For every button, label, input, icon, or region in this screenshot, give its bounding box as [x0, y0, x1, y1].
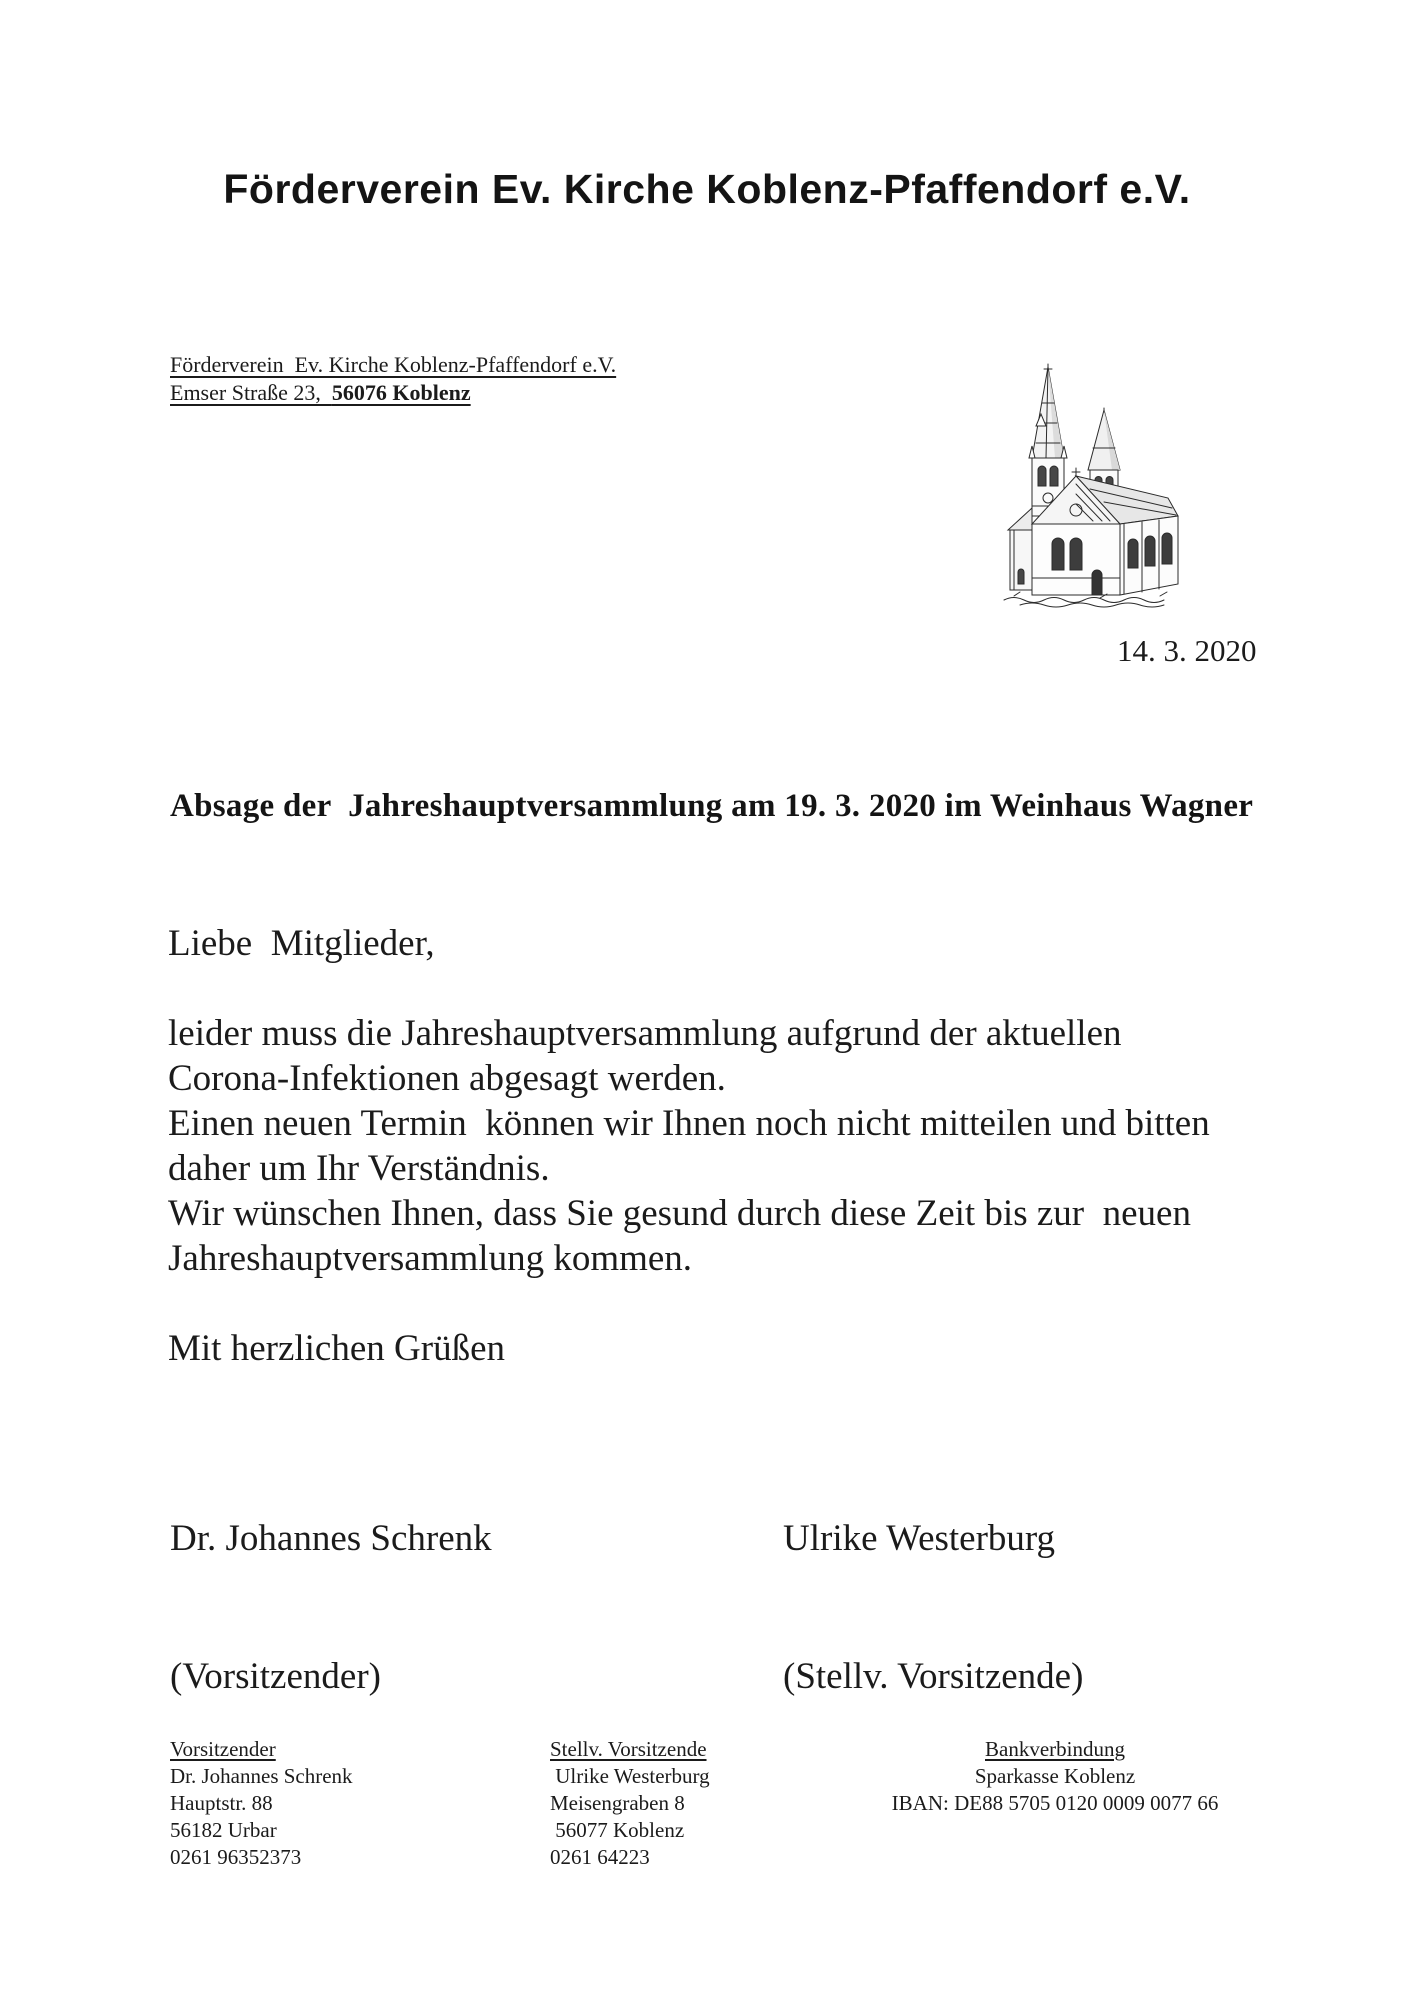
church-icon	[980, 358, 1185, 610]
footer-chairman	[170, 1736, 353, 1871]
footer-line: Ulrike Westerburg	[550, 1764, 710, 1788]
subject-line: Absage der Jahreshauptversammlung am 19. 3. 2020 im Weinhaus Wagner	[170, 788, 1254, 824]
signatory-name: Ulrike Westerburg	[783, 1518, 1056, 1559]
sender-street: Emser Straße 23,	[170, 380, 332, 405]
footer-line: Meisengraben 8	[550, 1791, 685, 1815]
footer-line: Hauptstr. 88	[170, 1791, 273, 1815]
footer-line: 0261 64223	[550, 1845, 650, 1869]
footer-bank-heading: Bankverbindung	[985, 1737, 1125, 1761]
footer-line: 56077 Koblenz	[550, 1818, 685, 1842]
body-line: daher um Ihr Verständnis.	[168, 1148, 550, 1189]
body-line: Corona-Infektionen abgesagt werden.	[168, 1058, 726, 1099]
signatory-role: (Vorsitzender)	[170, 1656, 381, 1697]
body-line: Jahreshauptversammlung kommen.	[168, 1238, 693, 1279]
body-line	[168, 966, 1293, 1011]
church-illustration	[980, 358, 1185, 610]
letter-body	[168, 921, 1293, 1371]
sender-line-2	[170, 379, 616, 407]
footer-line: 0261 96352373	[170, 1845, 302, 1869]
letter-date: 14. 3. 2020	[1117, 633, 1257, 668]
footer-bank	[852, 1736, 1258, 1817]
signatory-name: Dr. Johannes Schrenk	[170, 1518, 492, 1559]
footer-line: Sparkasse Koblenz	[974, 1764, 1136, 1788]
body-line: Wir wünschen Ihnen, dass Sie gesund durch diese Zeit bis zur neuen	[168, 1193, 1191, 1234]
footer-chairman-heading: Vorsitzender	[170, 1737, 276, 1761]
body-line: Liebe Mitglieder,	[168, 923, 435, 964]
sender-city: 56076 Koblenz	[331, 380, 471, 405]
footer-line: Dr. Johannes Schrenk	[170, 1764, 353, 1788]
letter-title: Förderverein Ev. Kirche Koblenz-Pfaffendorf e.V.	[223, 166, 1191, 212]
footer-deputy-heading: Stellv. Vorsitzende	[550, 1737, 707, 1761]
body-line: leider muss die Jahreshauptversammlung aufgrund der aktuellen	[168, 1013, 1122, 1054]
body-line	[168, 1281, 1293, 1326]
sender-address-block	[170, 351, 616, 407]
body-line: Mit herzlichen Grüßen	[168, 1328, 505, 1369]
footer-line: 56182 Urbar	[170, 1818, 277, 1842]
body-line: Einen neuen Termin können wir Ihnen noch nicht mitteilen und bitten	[168, 1103, 1210, 1144]
signatory-role: (Stellv. Vorsitzende)	[783, 1656, 1084, 1697]
sender-line-1: Förderverein Ev. Kirche Koblenz-Pfaffendorf e.V.	[170, 352, 617, 377]
footer-line: IBAN: DE88 5705 0120 0009 0077 66	[891, 1791, 1219, 1815]
footer-deputy	[550, 1736, 710, 1871]
